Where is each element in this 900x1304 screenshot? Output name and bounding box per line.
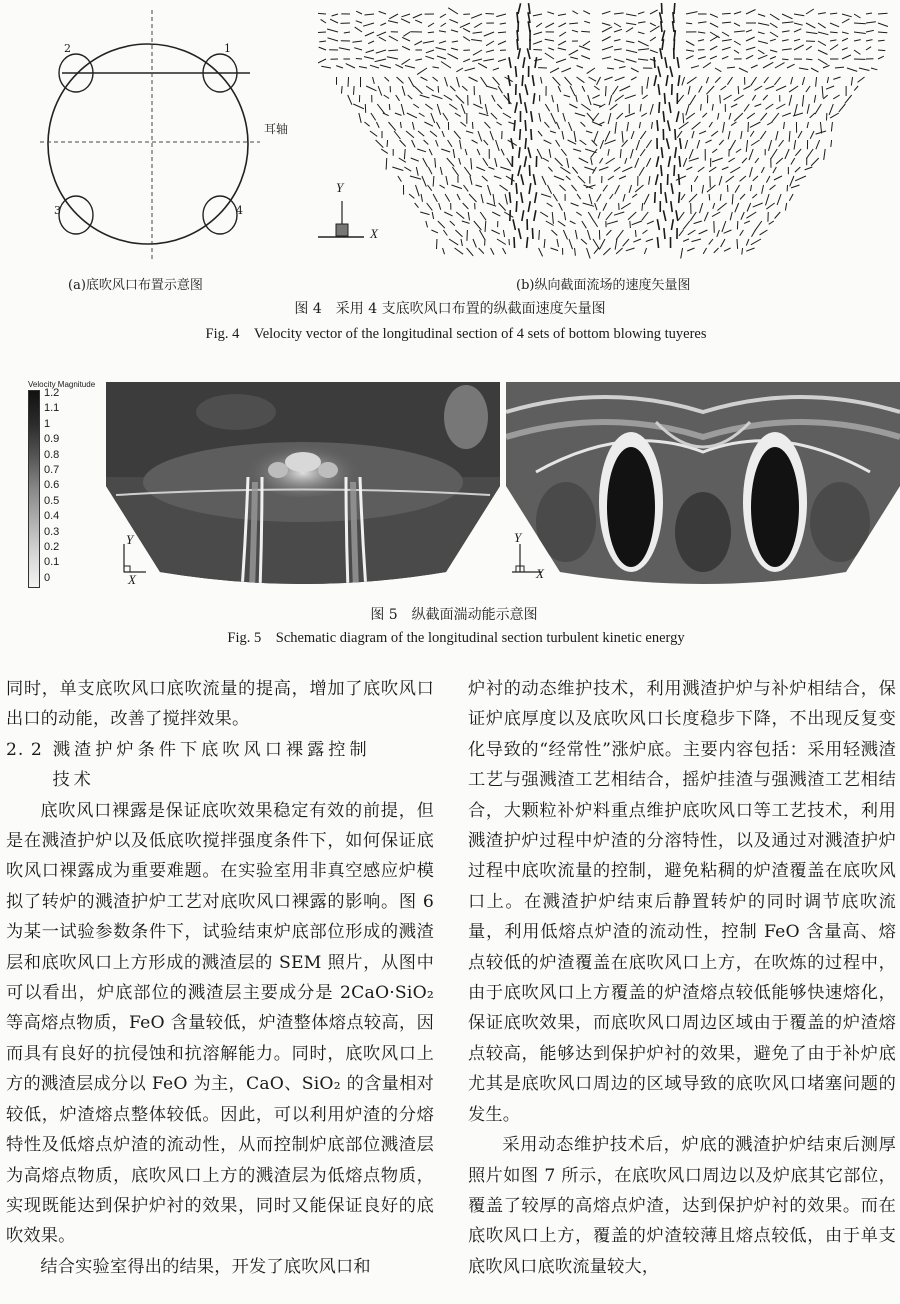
fig4-axis-y-label: Y xyxy=(336,180,344,195)
section-title-line-2: 技术 xyxy=(52,770,95,791)
tuyere-label-2: 2 xyxy=(64,42,71,55)
fig5-left-axis-x-label: X xyxy=(128,572,136,587)
tuyere-label-3: 3 xyxy=(54,204,61,217)
section-title-line-1: 溅渣护炉条件下底吹风口裸露控制 xyxy=(52,739,371,760)
fig5-caption-zh: 图 5 纵截面湍动能示意图 xyxy=(370,607,538,623)
fig4a-tuyere-layout xyxy=(40,0,300,270)
legend-value: 0.6 xyxy=(44,479,60,492)
legend-value: 0.7 xyxy=(44,464,60,476)
legend-value: 0.5 xyxy=(44,494,60,507)
legend-value: 0.8 xyxy=(44,448,60,461)
fig4-axis-x-label: X xyxy=(370,226,378,241)
left-paragraph-1: 同时，单支底吹风口底吹流量的提高，增加了底吹风口出口的动能，改善了搅拌效果。 xyxy=(6,679,434,730)
left-paragraph-3: 结合实验室得出的结果，开发了底吹风口和 xyxy=(40,1256,371,1277)
left-column xyxy=(6,674,434,1282)
tuyere-label-4: 4 xyxy=(236,204,243,217)
right-paragraph-1: 炉衬的动态维护技术，利用溅渣护炉与补炉相结合，保证炉底厚度以及底吹风口长度稳步下降，不出现反复变化导致的“经常性”涨炉底。主要内容包括：采用轻溅渣工艺与强溅渣工艺相结合，摇炉挂渣与强溅渣工艺相结合，大颗粒补炉料重点维护底吹风口等工艺技术，利用溅渣护炉过程中炉渣的分溶特性，以及通过对溅渣护炉过程中底吹流量的控制，避免粘稠的炉渣覆盖在底吹风口上。在溅渣护炉结束后静置转炉的同时调节底吹流量，利用低熔点炉渣的流动性，控制 FeO 含量高、熔点较低的炉渣覆盖在底吹风口上方，在吹炼的过程中，由于底吹风口上方覆盖的炉渣熔点较低能够快速熔化，保证底吹效果，而底吹风口周边区域由于覆盖的炉渣熔点较高，能够达到保护炉衬的效果，避免了由于补炉底尤其是底吹风口周边的区域导致的底吹风口堵塞问题的发生。 xyxy=(468,679,896,1125)
legend-value: 0.2 xyxy=(44,541,60,553)
left-paragraph-2: 底吹风口裸露是保证底吹效果稳定有效的前提，但是在溅渣护炉以及低底吹搅拌强度条件下，如何保证底吹风口裸露成为重要难题。在实验室用非真空感应炉模拟了转炉的溅渣护炉工艺对底吹风口裸露的影响。图 6 为某一试验参数条件下，试验结束炉底部位形成的溅渣层和底吹风口上方形成的溅渣层的 SEM 照片，从图中可以看出，炉底部位的溅渣层主要成分是 2CaO·SiO₂ 等高熔点物质，FeO 含量较低，炉渣整体熔点较高，因而具有良好的抗侵蚀和抗溶解能力。同时，底吹风口上方的溅渣层成分以 FeO 为主，CaO、SiO₂ 的含量相对较低，炉渣熔点整体较低。因此，可以利用炉渣的分熔特性及低熔点炉渣的流动性，从而控制炉底部位溅渣层为高熔点物质，底吹风口上方的溅渣层为低熔点物质，实现既能达到保护炉衬的效果，同时又能保证良好的底吹效果。 xyxy=(6,800,434,1247)
fig5-right-axis-y-label: Y xyxy=(514,530,522,545)
right-paragraph-2: 采用动态维护技术后，炉底的溅渣护炉结束后测厚照片如图 7 所示，在底吹风口周边以及炉底其它部位，覆盖了较厚的高熔点炉渣，达到保护炉衬的效果。而在底吹风口上方，覆盖的炉渣较薄且熔点较低，由于单支底吹风口底吹流量较大， xyxy=(468,1135,896,1277)
fig4b-axis-glyph xyxy=(318,195,378,245)
legend-value: 0.1 xyxy=(44,556,60,569)
legend-value: 0.3 xyxy=(44,525,60,538)
fig5-left-axis-y-label: Y xyxy=(126,532,134,547)
fig4-sub-b-caption: (b)纵向截面流场的速度矢量图 xyxy=(516,278,691,293)
fig5-right-axis-x-label: X xyxy=(536,566,544,581)
fig5-caption-en: Fig. 5 Schematic diagram of the longitudinal section turbulent kinetic energy xyxy=(227,630,685,646)
legend-value: 1 xyxy=(44,417,51,430)
right-column xyxy=(468,674,896,1282)
legend-value: 0.9 xyxy=(44,433,60,446)
legend-value: 0.4 xyxy=(44,510,60,523)
legend-colorbar xyxy=(28,390,40,588)
section-heading-2-2 xyxy=(6,735,434,765)
fig4-sub-a-caption: (a)底吹风口布置示意图 xyxy=(68,278,203,293)
fig5-left-velocity-contour xyxy=(106,382,500,590)
legend-title: Velocity Magnitude xyxy=(28,380,96,389)
fig4b-velocity-vector-field xyxy=(318,0,890,262)
fig5-right-tke-contour xyxy=(506,382,900,590)
legend-value: 1.1 xyxy=(44,402,60,415)
fig4-caption-en: Fig. 4 Velocity vector of the longitudinal section of 4 sets of bottom blowing tuyeres xyxy=(205,326,707,342)
legend-value: 1.2 xyxy=(44,387,60,399)
fig4-caption-zh: 图 4 采用 4 支底吹风口布置的纵截面速度矢量图 xyxy=(294,301,606,317)
section-number: 2. 2 xyxy=(6,739,43,760)
trunnion-label: 耳轴 xyxy=(264,122,289,136)
legend-value: 0 xyxy=(44,571,51,584)
tuyere-label-1: 1 xyxy=(224,42,231,55)
